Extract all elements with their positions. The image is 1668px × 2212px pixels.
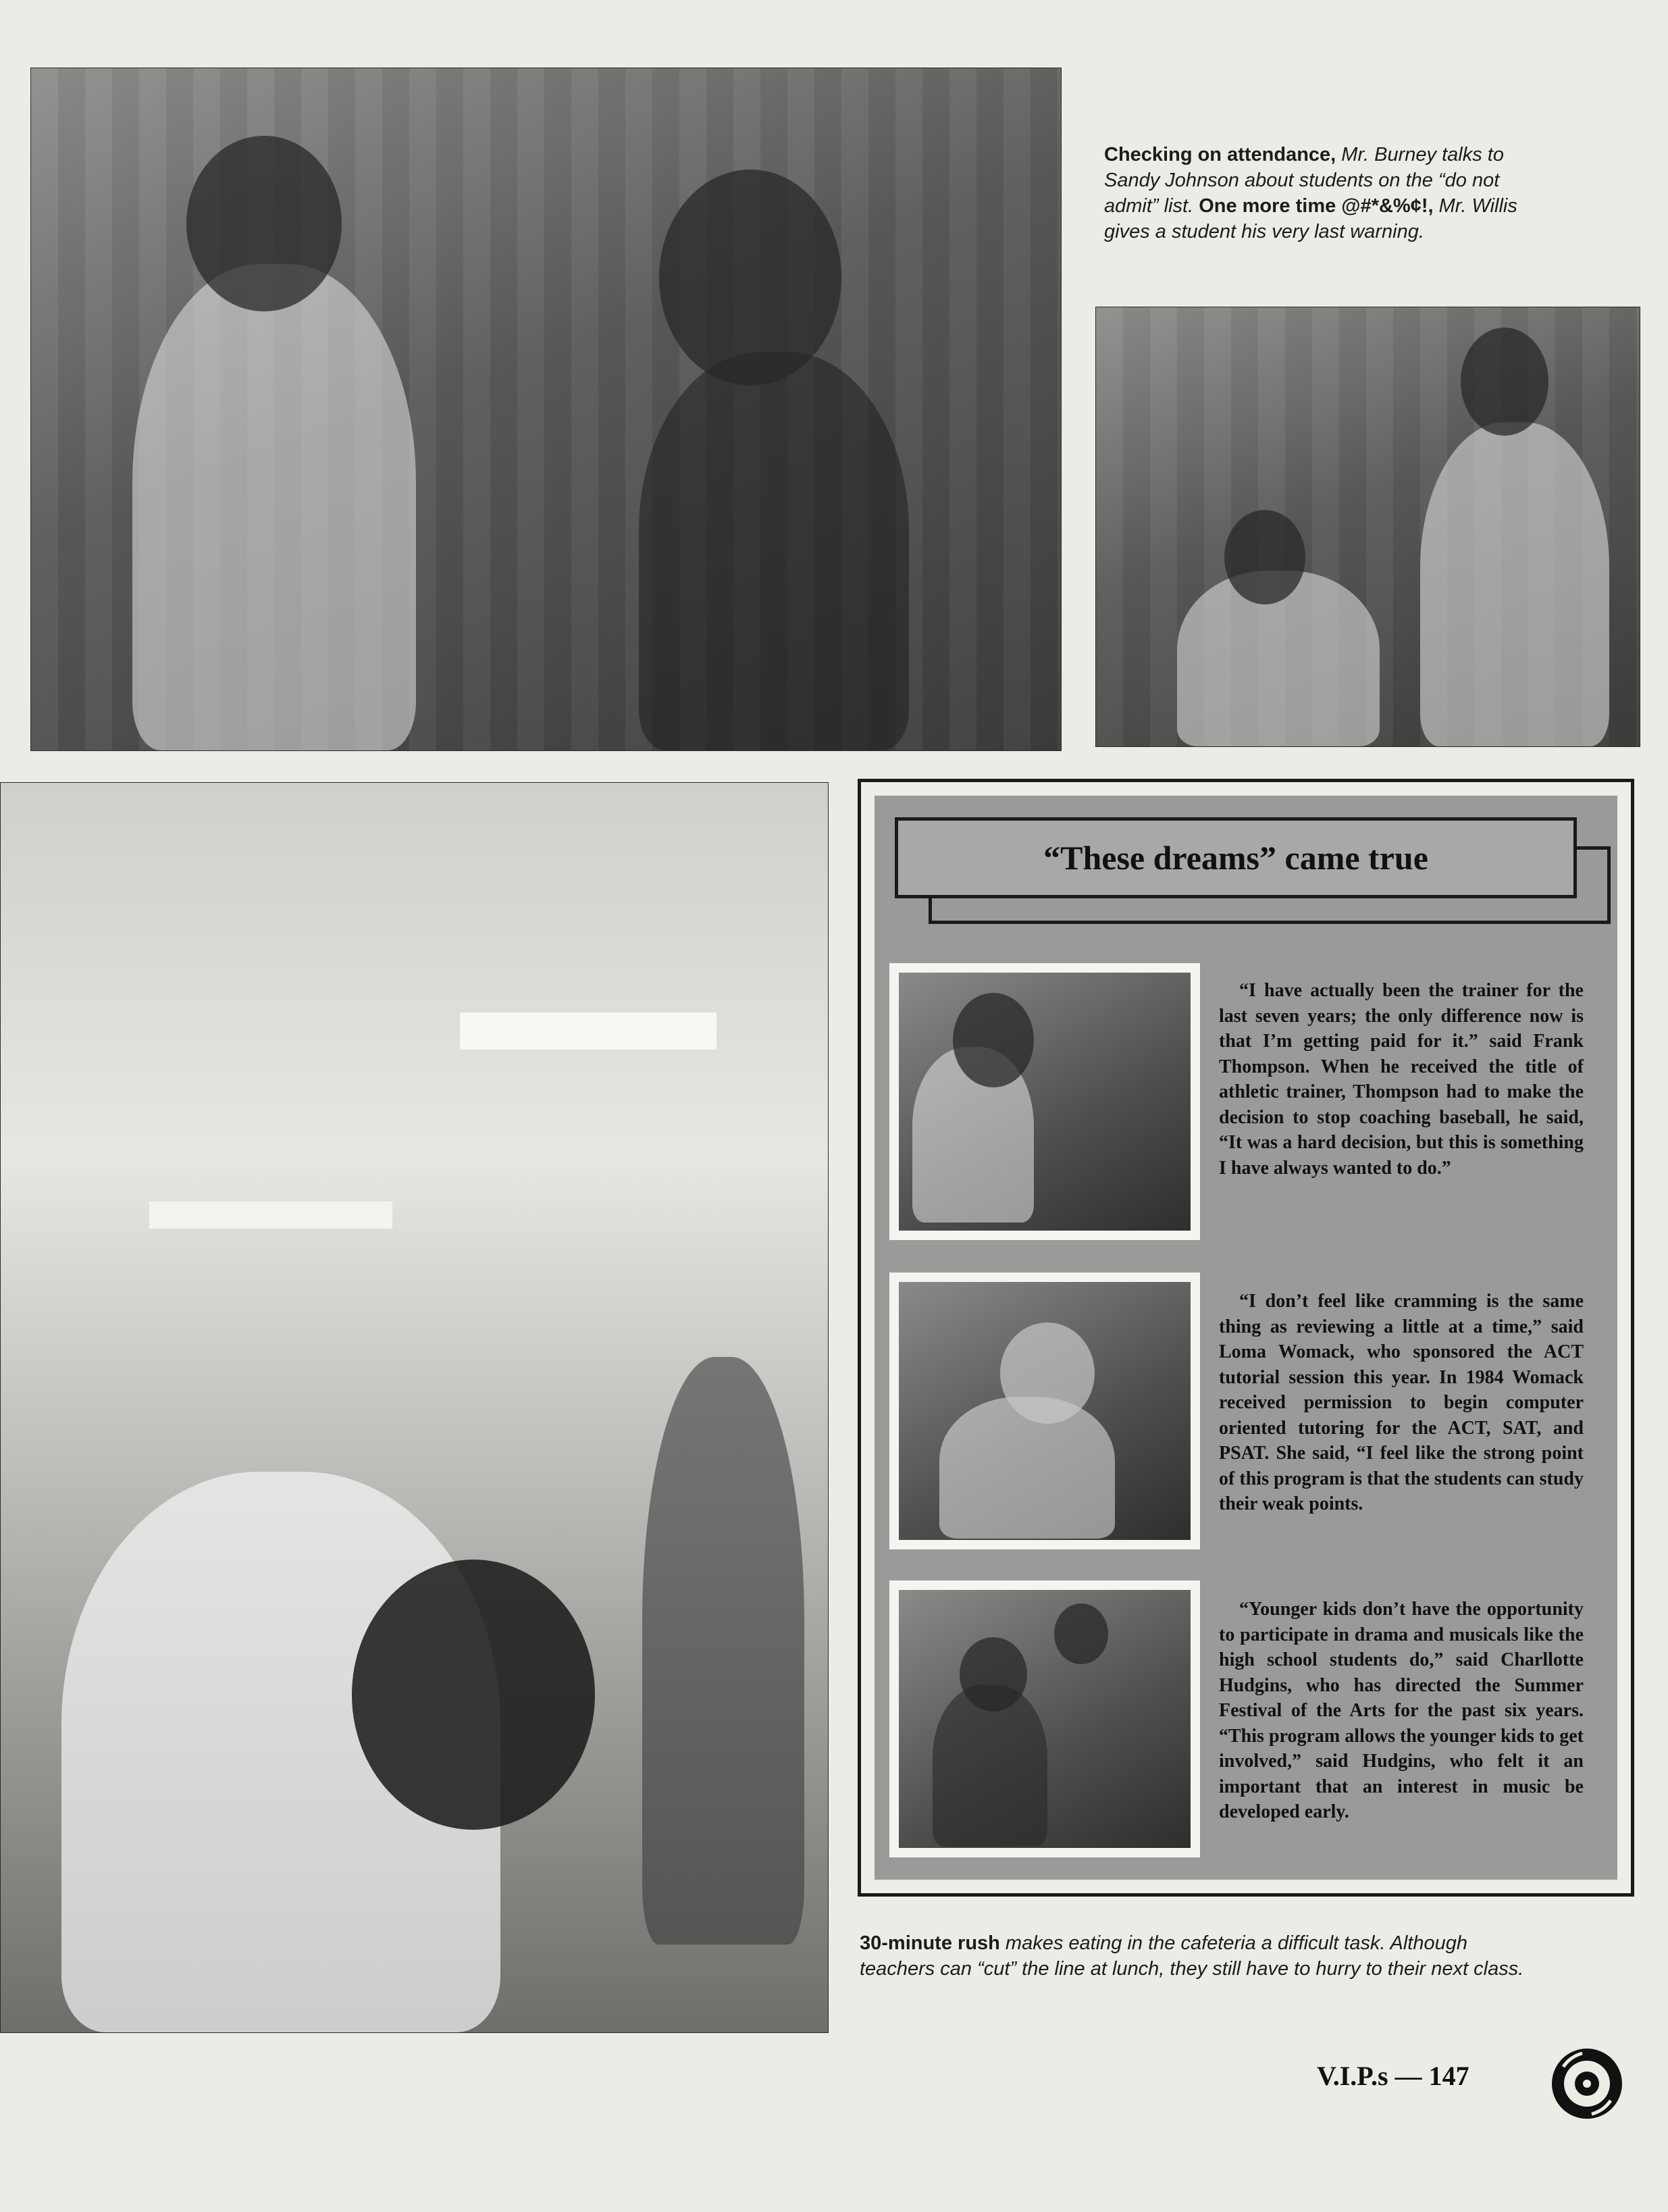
caption-attendance-lead: Checking on attendance, (1104, 144, 1336, 165)
sidebar-title: “These dreams” came true (1043, 839, 1428, 877)
record-disc-icon (1550, 2047, 1624, 2121)
photo-frank-thompson (889, 963, 1200, 1240)
photo-teacher-student-warning (1095, 307, 1640, 747)
story-charllotte-hudgins: “Younger kids don’t have the opportunity to participate in drama and musicals like the high school students do,” said Charllotte Hudgins, who has directed the Summer Festival of the Arts for the past six years. “This program allows the younger kids to get involved,” said Hudgins, who felt it an important that an interest in music be developed early. (1219, 1599, 1584, 1822)
ceiling-light (460, 1012, 716, 1050)
figure-seated-teacher-head (1224, 510, 1305, 605)
figure-man-head (186, 136, 342, 311)
title-box (895, 817, 1577, 898)
page-folio: V.I.P.s — 147 (1317, 2061, 1469, 2091)
story-loma-womack: “I don’t feel like cramming is the same thing as reviewing a little at a time,” said Loma Womack, who sponsored the ACT tutorial session this year. In 1984 Womack received permission to begin computer oriented tutoring for the ACT, SAT, and PSAT. She said, “I feel like the strong point of this program is that the students can study their weak points. (1219, 1291, 1584, 1514)
figure-standing-student-head (1461, 328, 1548, 436)
story-frank-thompson: “I have actually been the trainer for the last seven years; the only difference now is that I’m getting paid for it.” said Frank Thompson. When he received the title of athletic trainer, Thompson had to make the decision to stop coaching baseball, he said, “It was a hard decision, but this is something I have always wanted to do.” (1219, 980, 1584, 1179)
figure-woman (639, 352, 909, 750)
caption-warning-text: Mr. Willis gives a student his very last warning. (1104, 195, 1517, 242)
figure-woman-head (659, 170, 841, 386)
photo-loma-womack (889, 1272, 1200, 1549)
figure-standing-student (1420, 422, 1609, 746)
figure-man (132, 264, 416, 750)
photo-charllotte-hudgins (889, 1580, 1200, 1857)
figure-standing-students (642, 1357, 804, 1945)
caption-attendance (1104, 142, 1550, 245)
sidebar-these-dreams (858, 779, 1634, 1897)
caption-rush-lead: 30-minute rush (860, 1932, 1000, 1954)
figure-woman-hair (352, 1560, 595, 1830)
caption-rush-text: makes eating in the cafeteria a difficult task. Although teachers can “cut” the line at lunch, they still have to hurry to their next class. (860, 1932, 1524, 1980)
photo-cafeteria (0, 782, 829, 2033)
caption-warning-lead: One more time @#*&%¢!, (1199, 195, 1434, 217)
ceiling-light (149, 1202, 392, 1229)
caption-attendance-text: Mr. Burney talks to Sandy Johnson about students on the “do not admit” list. (1104, 144, 1504, 217)
caption-cafeteria-rush (860, 1930, 1535, 1982)
photo-teachers-talking (30, 68, 1062, 751)
